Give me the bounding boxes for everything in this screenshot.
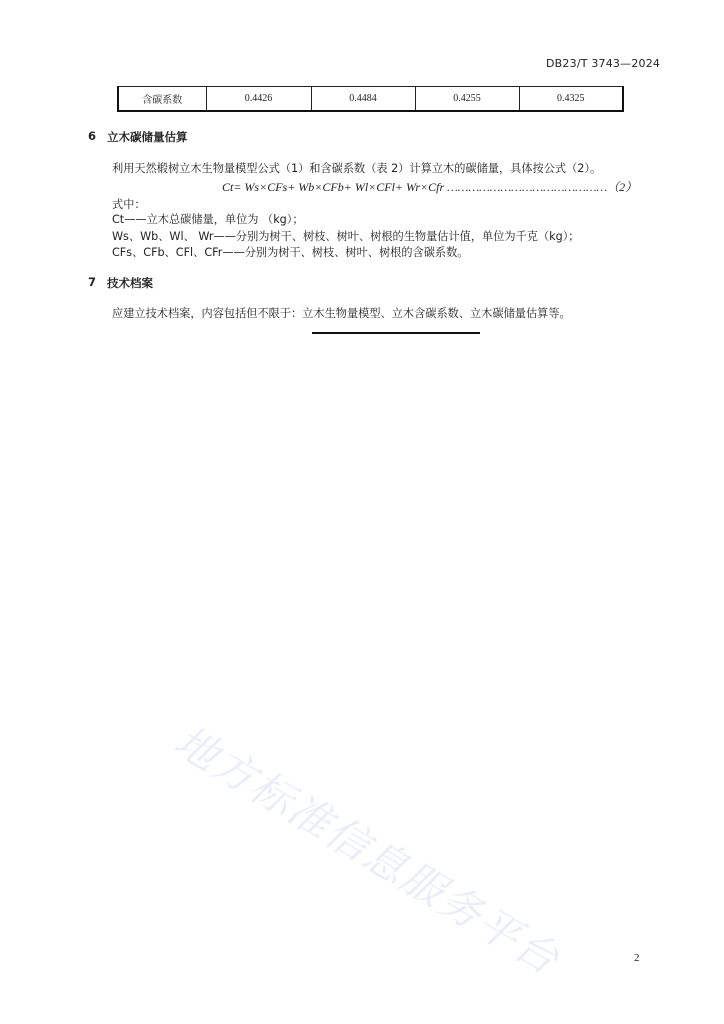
definition-biomass: Ws、Wb、Wl、 Wr——分别为树干、树枝、树叶、树根的生物量估计值，单位为千克（kg）； bbox=[112, 230, 580, 243]
section-7-body: 应建立技术档案，内容包括但不限于：立木生物量模型、立木含碳系数、立木碳储量估算等。 bbox=[112, 307, 571, 320]
section-number: 6 bbox=[88, 129, 97, 143]
table-cell: 0.4255 bbox=[415, 87, 519, 112]
section-number: 7 bbox=[88, 275, 97, 289]
formula-2: Ct= Ws×CFs+ Wb×CFb+ Wl×CFl+ Wr×Cfr ………………………………………（2） bbox=[222, 180, 638, 194]
table-cell: 0.4325 bbox=[519, 87, 623, 112]
section-title: 技术档案 bbox=[107, 276, 153, 290]
table-row bbox=[118, 87, 623, 112]
standard-number: DB23/T 3743—2024 bbox=[546, 57, 661, 70]
section-title: 立木碳储量估算 bbox=[107, 130, 188, 144]
definition-carbon-coefficients: CFs、CFb、CFl、CFr——分别为树干、树枝、树叶、树根的含碳系数。 bbox=[112, 246, 469, 259]
carbon-coefficient-table-row bbox=[117, 86, 624, 112]
watermark: 地方标准信息服务平台 bbox=[166, 716, 569, 985]
end-rule bbox=[312, 332, 480, 334]
where-label: 式中： bbox=[112, 198, 146, 211]
definition-ct: Ct——立木总碳储量，单位为 （kg）； bbox=[112, 213, 304, 226]
table-cell: 0.4426 bbox=[206, 87, 311, 112]
page-number: 2 bbox=[634, 952, 640, 964]
section-6-intro: 利用天然椴树立木生物量模型公式（1）和含碳系数（表 2）计算立木的碳储量，具体按公式（2）。 bbox=[112, 162, 602, 175]
row-label: 含碳系数 bbox=[118, 87, 206, 112]
table-cell: 0.4484 bbox=[311, 87, 415, 112]
